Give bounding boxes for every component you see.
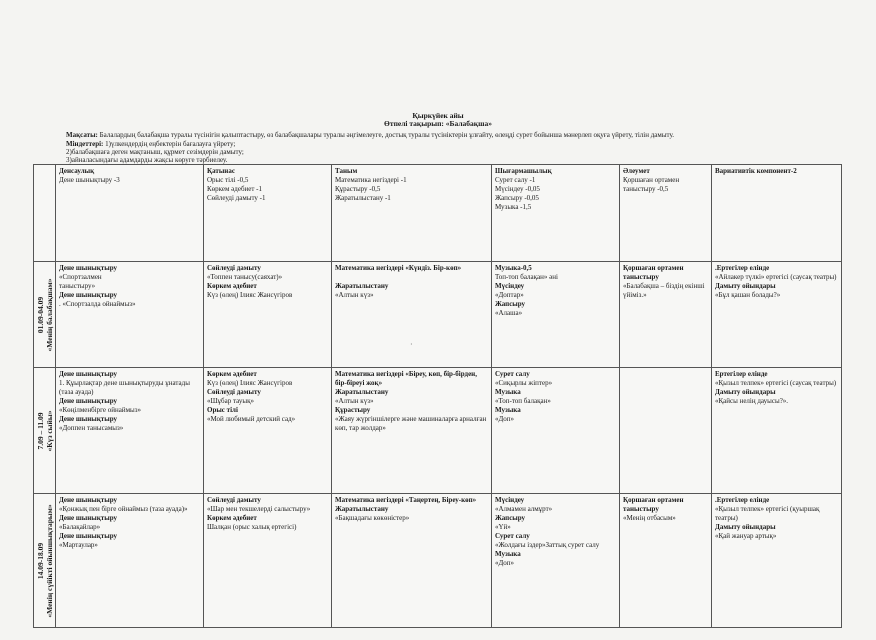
task-2: 2)балабақшаға деген мақтаныш, құрмет сезімдерін дамыту; — [66, 148, 244, 156]
activity-cell — [204, 494, 332, 628]
week-theme: «Менің сүйікті ойыншықтарым» — [44, 503, 54, 618]
activity-subject: Дене шынықтыру — [59, 264, 118, 272]
activity-text: «Алтын күз» — [335, 291, 374, 299]
activity-subject: Сөйлеуді дамыту — [207, 388, 261, 396]
week-row — [34, 262, 842, 368]
week-row — [34, 368, 842, 494]
activity-cell — [492, 368, 620, 494]
activity-text: «Бұл қашан болады?» — [715, 291, 781, 299]
activity-text: «Доппен танысамыз» — [59, 424, 124, 432]
activity-text: «Үй» — [495, 523, 511, 531]
activity-text: «Айлакер түлкі» ертегісі (саусақ театры) — [715, 273, 837, 281]
activity-cell — [332, 262, 492, 368]
area-cell — [204, 165, 332, 262]
activity-text: Күз (өлең) Ілияс Жансүгіров — [207, 291, 293, 299]
activity-subject: Математика негіздері «Біреу, көп, бір-бірден, бір-біреуі жоқ» — [335, 370, 477, 387]
tasks-line — [66, 140, 235, 148]
activity-text: 1. Құырлақтар дене шынықтыруды ұнатады (таза ауада) — [59, 379, 190, 396]
area-line: Мүсіндеу -0,05 — [495, 185, 540, 193]
activity-subject: Көркем әдебиет — [207, 282, 257, 290]
activity-subject: Сурет салу — [495, 370, 530, 378]
activity-text: «Көңілменбірге ойнаймыз» — [59, 406, 142, 414]
area-cell — [56, 165, 204, 262]
activity-subject: .Ертегілер елінде — [715, 496, 770, 504]
activity-subject: Дене шынықтыру — [59, 514, 118, 522]
activity-subject: Математика негіздері «Күндіз. Бір-көп» — [335, 264, 462, 272]
area-line: Құрастыру -0,5 — [335, 185, 381, 193]
week-label — [36, 504, 54, 617]
week-row — [34, 494, 842, 628]
activity-subject: Жапсыру — [495, 300, 526, 308]
activity-subject: Дамыту ойындары — [715, 282, 776, 290]
task-1: 1)үлкендердің еңбектерін бағалауға үйрету; — [105, 140, 236, 148]
activity-text: «Қайсы нелің дауысы?». — [715, 397, 789, 405]
activity-cell — [712, 262, 842, 368]
activity-text: «Спортзалмен — [59, 273, 102, 281]
area-line: Көркем әдебиет -1 — [207, 185, 263, 193]
area-title: Әлеумет — [623, 167, 650, 175]
goal-label: Мақсаты: — [66, 131, 98, 139]
stray-mark: · — [410, 340, 413, 349]
activity-text: «Топ-топ балақан» — [495, 397, 551, 405]
area-line: Жаратылыстану -1 — [335, 194, 391, 202]
area-cell — [712, 165, 842, 262]
task-3: 3)айналасындағы адамдарды жақсы көруге тәрбиелеу. — [66, 156, 228, 164]
activity-text: Топ-топ балақан» әні — [495, 273, 558, 281]
activity-text: «Алтын күз» — [335, 397, 374, 405]
goal-text: Балалардың балабақша туралы түсінігін қалыптастыру, өз балабақшалары туралы әңгімелеуге, достық туралы түсініктерін ұлғайту, өлеңді сурет бойынша мәнерлеп оқуға үйрету, тілін дамыту. — [99, 131, 675, 139]
goal-line — [66, 131, 674, 139]
activity-subject: Дене шынықтыру — [59, 532, 118, 540]
activity-subject: Сөйлеуді дамыту — [207, 496, 261, 504]
area-line: Жапсыру -0,05 — [495, 194, 539, 202]
activity-subject: Дене шынықтыру — [59, 370, 118, 378]
week-dates: 14.09-18.09 — [35, 542, 45, 579]
activity-text — [335, 273, 488, 282]
activity-text: «Балақайлар» — [59, 523, 101, 531]
activity-text: таныстыру» — [59, 282, 96, 290]
activity-subject: Математика негіздері «Таңертең, Біреу-көп» — [335, 496, 477, 504]
activity-subject: Мүсіндеу — [495, 496, 525, 504]
area-line: Дене шынықтыру -3 — [59, 176, 120, 184]
activity-text: «Қызыл телпек» ертегісі (қуыршақ театры) — [715, 505, 820, 522]
activity-subject: Музыка — [495, 406, 521, 414]
activity-subject: Дамыту ойындары — [715, 523, 776, 531]
area-cell — [492, 165, 620, 262]
activity-subject: Ертегілер елінде — [715, 370, 768, 378]
week-dates: 01.09-04.09 — [35, 296, 45, 333]
activity-cell — [204, 368, 332, 494]
area-title: Вариативтік компонент-2 — [715, 167, 797, 175]
activity-text: . «Спортзалда ойнаймыз» — [59, 300, 136, 308]
activity-text: «Мартаулар» — [59, 541, 98, 549]
activity-subject: Қоршаған ортамен таныстыру — [623, 496, 684, 513]
activity-cell — [712, 494, 842, 628]
week-label — [36, 410, 54, 451]
activity-cell — [204, 262, 332, 368]
activity-subject: Дене шынықтыру — [59, 496, 118, 504]
activity-text: «Шұбар тауық» — [207, 397, 254, 405]
topic-title: Өтпелі тақырып: «Балабақша» — [384, 119, 492, 128]
area-line: Сөйлеуді дамыту -1 — [207, 194, 266, 202]
corner-cell — [34, 165, 56, 262]
activity-subject: Жапсыру — [495, 514, 526, 522]
week-dates: 7.09 – 11.09 — [35, 411, 45, 450]
activity-text: Күз (өлең) Ілияс Жансүгіров — [207, 379, 293, 387]
activity-text: «Алаша» — [495, 309, 523, 317]
area-line: Математика негіздері -1 — [335, 176, 407, 184]
activity-subject: Жаратылыстану — [335, 282, 389, 290]
week-label-cell — [34, 262, 56, 368]
activity-subject: Музыка — [495, 388, 521, 396]
activity-text: «Жолдағы іздер»Заттық сурет салу — [495, 541, 600, 549]
activity-cell — [332, 368, 492, 494]
activity-cell — [56, 494, 204, 628]
activity-subject: Жаратылыстану — [335, 388, 389, 396]
activity-text: «Мой любимый детский сад» — [207, 415, 296, 423]
activity-text: «Шар мен текшелерді салыстыру» — [207, 505, 311, 513]
activity-text: «Бақшадағы көкөністер» — [335, 514, 410, 522]
activity-text: «Қай жануар артық» — [715, 532, 777, 540]
week-theme: «Күз сыйы» — [44, 410, 54, 451]
activity-cell — [620, 262, 712, 368]
area-line: Музыка -1,5 — [495, 203, 532, 211]
activity-text: Шалқан (орыс халық ертегісі) — [207, 523, 297, 531]
activity-text: «Қонжық пен бірге ойнаймыз (таза ауада)» — [59, 505, 188, 513]
activity-text: «Балабақша – біздің екінші үйіміз.» — [623, 282, 705, 299]
areas-row — [34, 165, 842, 262]
activity-cell — [492, 494, 620, 628]
activity-text: «Сиқырлы жіптер» — [495, 379, 553, 387]
month-title: Қыркүйек айы — [412, 111, 464, 120]
activity-text: «Топпен танысу(саяхат)» — [207, 273, 283, 281]
activity-cell — [332, 494, 492, 628]
activity-cell — [56, 368, 204, 494]
area-title: Қатынас — [207, 167, 235, 175]
week-label-cell — [34, 494, 56, 628]
area-line: Сурет салу -1 — [495, 176, 536, 184]
activity-subject: Жаратылыстану — [335, 505, 389, 513]
activity-cell — [56, 262, 204, 368]
activity-subject: Дене шынықтыру — [59, 415, 118, 423]
area-title: Шығармашылық — [495, 167, 552, 175]
activity-subject: Көркем әдебиет — [207, 514, 257, 522]
activity-text: «Доптар» — [495, 291, 524, 299]
activity-text: «Менің отбасым» — [623, 514, 676, 522]
activity-cell — [492, 262, 620, 368]
activity-text: «Қызыл телпек» ертегісі (саусақ театры) — [715, 379, 837, 387]
plan-table — [33, 164, 842, 628]
week-label-cell — [34, 368, 56, 494]
activity-subject: Қоршаған ортамен таныстыру — [623, 264, 684, 281]
area-title: Денсаулық — [59, 167, 95, 175]
activity-cell — [620, 368, 712, 494]
activity-text: «Доп» — [495, 559, 515, 567]
area-cell — [332, 165, 492, 262]
area-cell — [620, 165, 712, 262]
activity-subject: Музыка-0,5 — [495, 264, 532, 272]
activity-subject: Дамыту ойындары — [715, 388, 776, 396]
activity-subject: Музыка — [495, 550, 521, 558]
activity-text: «Алмамен алмұрт» — [495, 505, 553, 513]
area-line: Қоршаған ортамен таныстыру -0,5 — [623, 176, 680, 193]
activity-subject: Дене шынықтыру — [59, 397, 118, 405]
week-theme: «Менің балабақшам» — [44, 278, 54, 351]
area-line: Орыс тілі -0,5 — [207, 176, 249, 184]
activity-subject: Орыс тілі — [207, 406, 238, 414]
activity-cell — [712, 368, 842, 494]
activity-subject: Көркем әдебиет — [207, 370, 257, 378]
activity-subject: Құрастыру — [335, 406, 371, 414]
activity-text: «Доп» — [495, 415, 515, 423]
activity-cell — [620, 494, 712, 628]
activity-subject: .Ертегілер елінде — [715, 264, 770, 272]
activity-subject: Мүсіндеу — [495, 282, 525, 290]
week-label — [36, 278, 54, 351]
activity-text: «Жаяу жүргіншілерге және машиналарға арналған көп, тар жолдар» — [335, 415, 487, 432]
tasks-label: Міндеттері: — [66, 140, 104, 148]
activity-subject: Сөйлеуді дамыту — [207, 264, 261, 272]
activity-subject: Сурет салу — [495, 532, 530, 540]
activity-subject: Дене шынықтыру — [59, 291, 118, 299]
area-title: Таным — [335, 167, 358, 175]
